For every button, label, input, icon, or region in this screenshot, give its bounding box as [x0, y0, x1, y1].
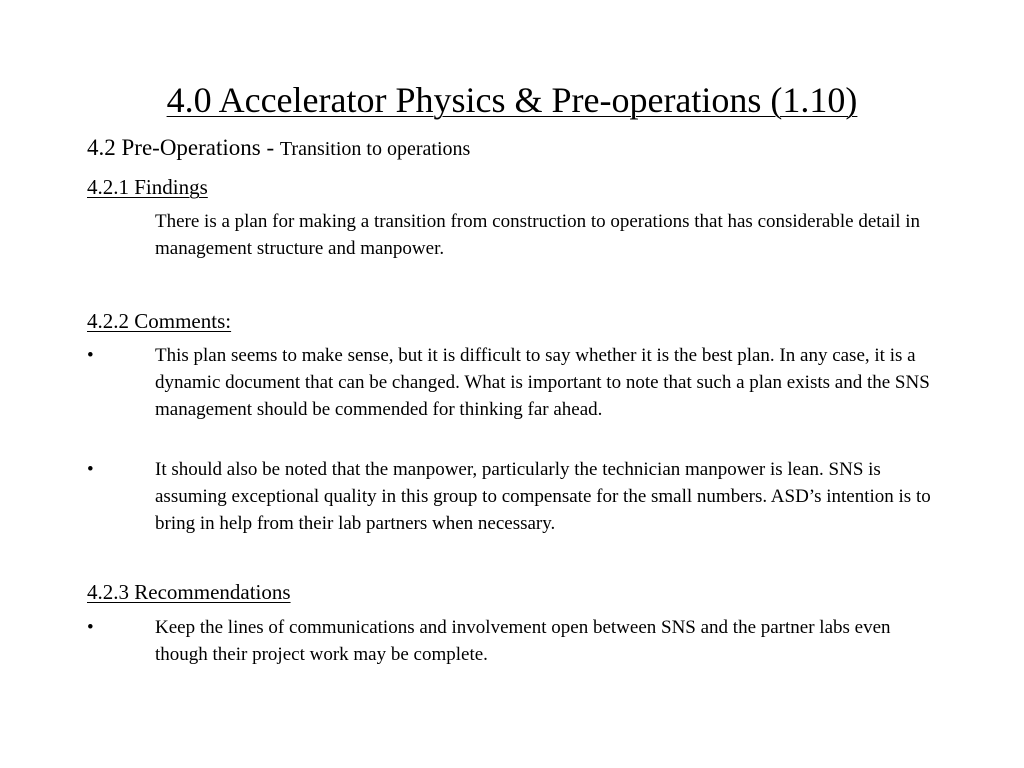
- comment-bullet-1: This plan seems to make sense, but it is difficult to say whether it is the best plan. In any case, it is a dynamic document that can be changed. What is important to note that such a plan exists and the SNS management should be commended for thinking far ahead.: [155, 345, 930, 420]
- findings-text: There is a plan for making a transition from construction to operations that has considerable detail in management structure and manpower.: [155, 211, 921, 259]
- recommendation-bullet-1: Keep the lines of communications and involvement open between SNS and the partner labs even though their project work may be complete.: [155, 617, 891, 665]
- bullet-icon: •: [87, 459, 94, 480]
- comment-bullet-2: It should also be noted that the manpower, particularly the technician manpower is lean. SNS is assuming exceptional quality in this group to compensate for the small numbers. ASD’s intention is to bring in help from their lab partners when necessary.: [155, 459, 931, 534]
- bullet-icon: •: [87, 617, 94, 638]
- section-subheading: [87, 133, 470, 164]
- findings-heading: 4.2.1 Findings: [87, 175, 208, 199]
- slide-title-text: 4.0 Accelerator Physics & Pre-operations (1.10): [166, 80, 858, 120]
- slide-title: [0, 74, 1024, 126]
- comments-heading: 4.2.2 Comments:: [87, 309, 232, 333]
- subheading-description: Transition to operations: [279, 138, 471, 160]
- subheading-main: 4.2 Pre-Operations -: [87, 135, 280, 160]
- bullet-icon: •: [87, 345, 94, 366]
- recommendations-heading: 4.2.3 Recommendations: [87, 580, 291, 604]
